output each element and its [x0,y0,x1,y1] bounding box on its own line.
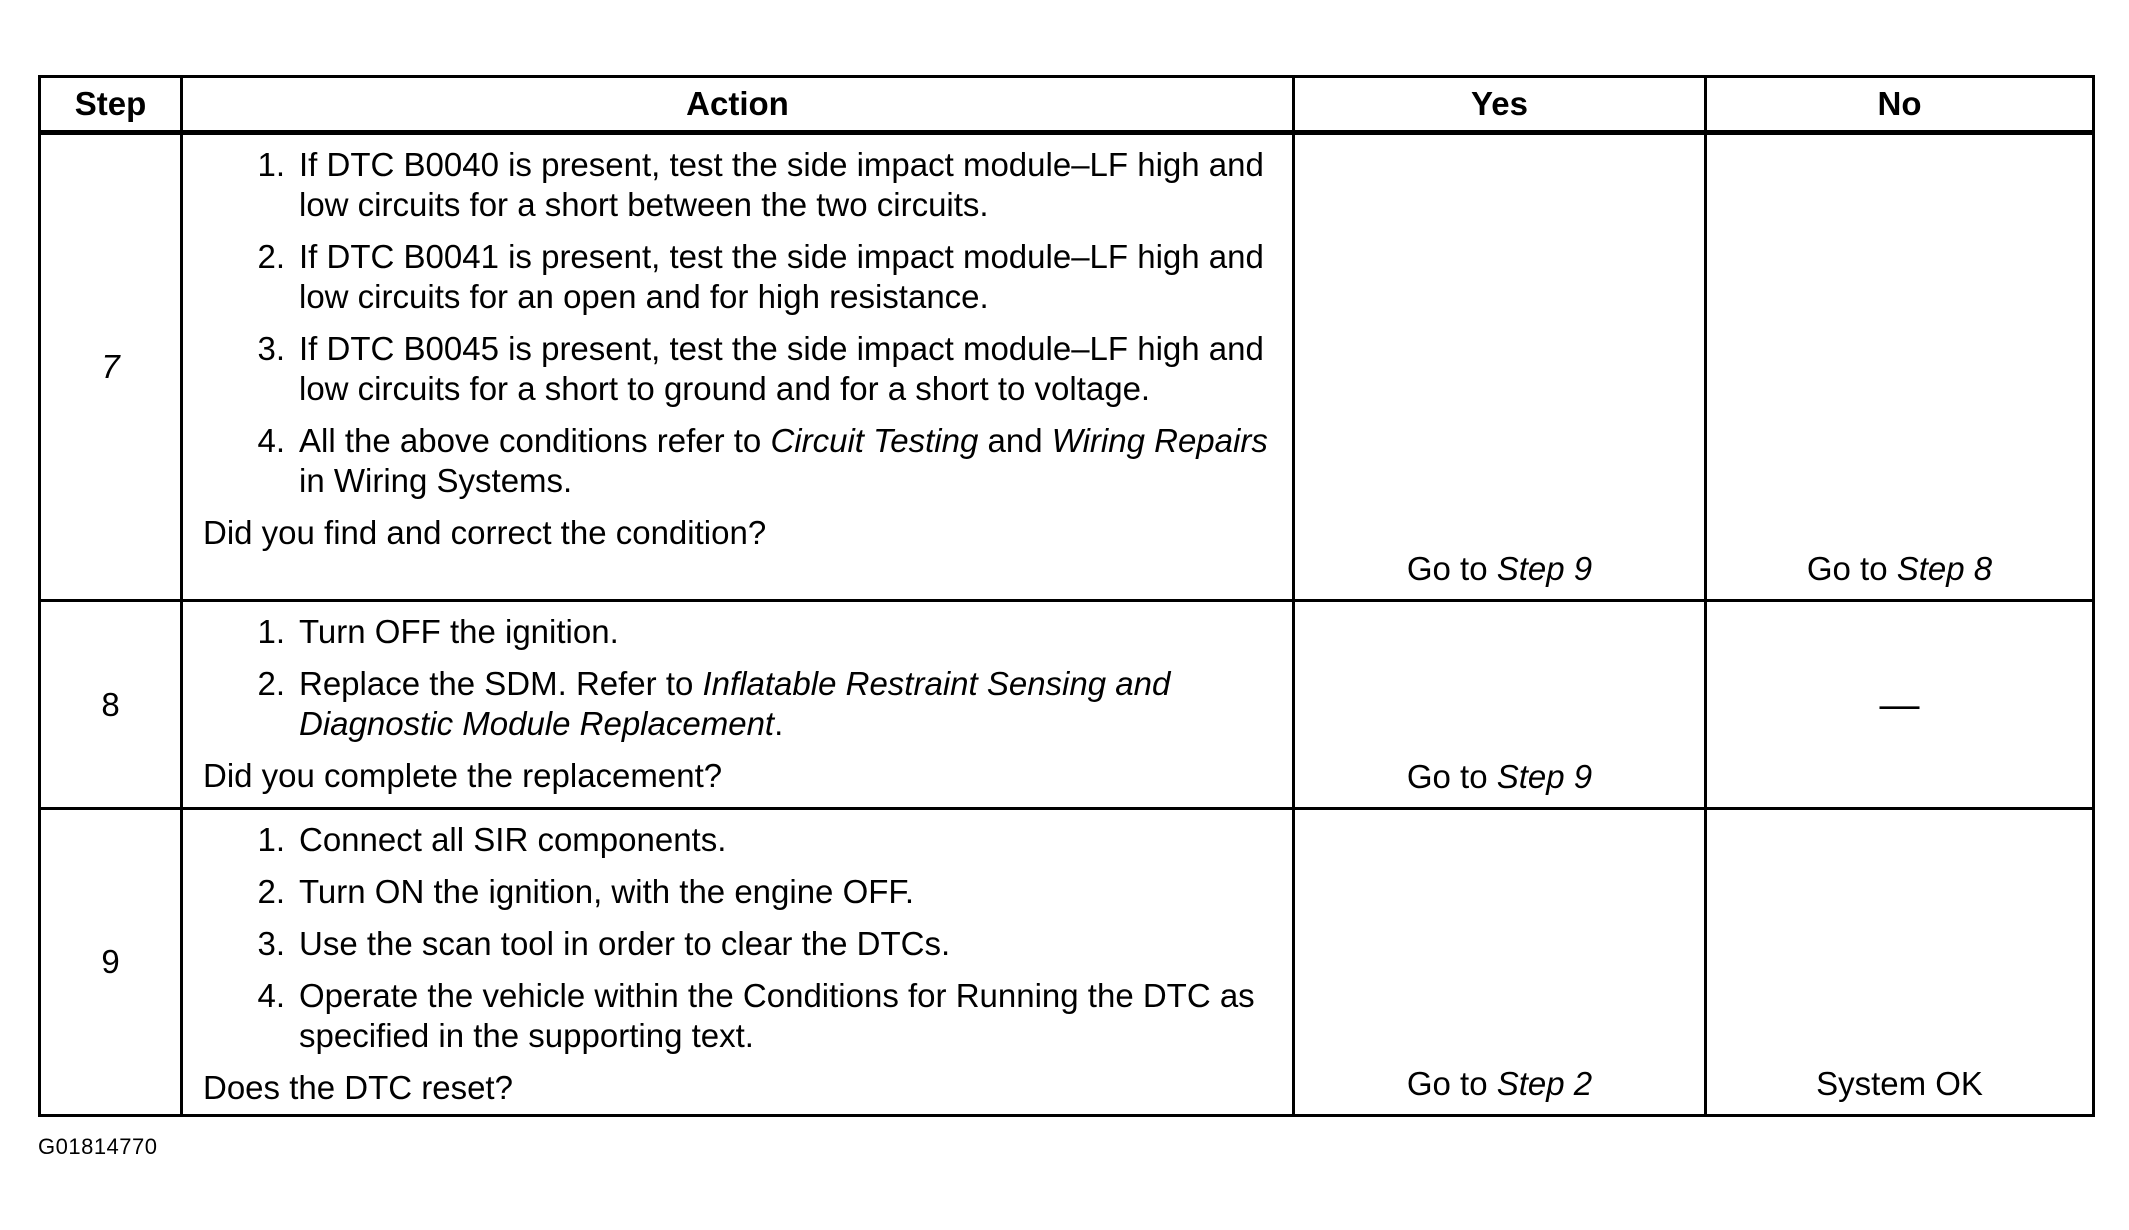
yes-result: Go to Step 9 [1294,601,1706,809]
action-number: 2. [257,873,285,910]
action-number: 3. [257,330,285,367]
action-number: 2. [257,238,285,275]
figure-id: G01814770 [38,1134,158,1159]
step-reference: Step 2 [1496,1065,1593,1102]
table-row [40,601,2094,809]
yes-result: Go to Step 9 [1294,133,1706,601]
reference-link: Inflatable Restraint Sensing and Diagnostic Module Replacement [299,665,1171,742]
action-item [203,612,1272,652]
header-step: Step [40,77,182,133]
yes-result: Go to Step 2 [1294,809,1706,1116]
header-no: No [1706,77,2094,133]
action-item [203,329,1272,409]
question-text: Did you find and correct the condition? [203,514,767,551]
action-number: 4. [257,422,285,459]
action-text: Replace the SDM. Refer to Inflatable Restraint Sensing and Diagnostic Module Replacement. [299,665,1171,742]
action-number: 2. [257,665,285,702]
reference-link: Wiring Repairs [1051,422,1268,459]
action-text: If DTC B0045 is present, test the side impact module–LF high and low circuits for a short to ground and for a short to voltage. [299,330,1264,407]
action-cell [182,601,1294,809]
question-text: Did you complete the replacement? [203,757,723,794]
action-text: Operate the vehicle within the Conditions for Running the DTC as specified in the supporting text. [299,977,1255,1054]
action-cell [182,133,1294,601]
action-item [203,145,1272,225]
action-number: 1. [257,821,285,858]
action-text: All the above conditions refer to Circuit Testing and Wiring Repairs in Wiring Systems. [299,422,1268,499]
action-item [203,820,1272,860]
action-text: Connect all SIR components. [299,821,727,858]
no-result: — [1706,601,2094,809]
action-number: 1. [257,613,285,650]
action-text: If DTC B0041 is present, test the side impact module–LF high and low circuits for an open and for high resistance. [299,238,1264,315]
no-result: System OK [1706,809,2094,1116]
action-text: Use the scan tool in order to clear the DTCs. [299,925,951,962]
diagnostic-table [38,75,2095,1117]
table-row [40,133,2094,601]
header-action: Action [182,77,1294,133]
step-number: 7 [40,133,182,601]
action-number: 4. [257,977,285,1014]
step-reference: Step 8 [1896,550,1993,587]
action-item [203,664,1272,744]
header-row [40,77,2094,133]
step-reference: Step 9 [1496,550,1593,587]
header-yes: Yes [1294,77,1706,133]
step-number: 9 [40,809,182,1116]
action-text: If DTC B0040 is present, test the side impact module–LF high and low circuits for a short between the two circuits. [299,146,1264,223]
action-text: Turn ON the ignition, with the engine OFF. [299,873,915,910]
action-item [203,924,1272,964]
action-text: Turn OFF the ignition. [299,613,619,650]
action-item [203,976,1272,1056]
no-result: Go to Step 8 [1706,133,2094,601]
action-item [203,421,1272,501]
step-reference: Step 9 [1496,758,1593,795]
action-number: 3. [257,925,285,962]
action-number: 1. [257,146,285,183]
reference-link: Circuit Testing [770,422,979,459]
action-item [203,872,1272,912]
step-number: 8 [40,601,182,809]
question-text: Does the DTC reset? [203,1069,513,1106]
table-row [40,809,2094,1116]
action-cell [182,809,1294,1116]
action-item [203,237,1272,317]
